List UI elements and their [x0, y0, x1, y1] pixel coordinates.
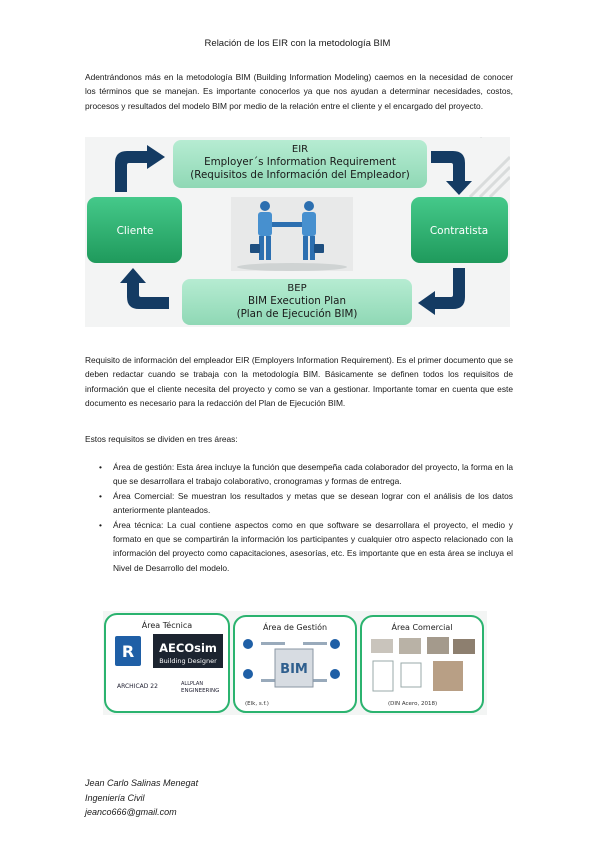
businessmen-handshake-image: [231, 197, 353, 271]
revit-logo-icon: [115, 636, 141, 666]
svg-text:Building Designer: Building Designer: [159, 657, 217, 665]
list-item: [93, 460, 513, 489]
bullet-icon: •: [99, 462, 102, 472]
panel-comercial-title: Área Comercial: [391, 623, 453, 632]
bullet-icon: •: [99, 519, 102, 530]
intro-paragraph: Adentrándonos más en la metodología BIM (Building Information Modeling) caemos en la necesidad de conocer los términos que se manejan. Es importante conocerlos ya que nos ayudan a determinar necesidades, costos, procesos y resultados del modelo BIM por medio de la relación entre el cliente y el encargado del proyecto.: [85, 72, 513, 111]
panel-gestion-source: (Elk, s.f.): [245, 701, 269, 707]
svg-text:AECOsim: AECOsim: [159, 641, 217, 655]
panel-tecnica-title: Área Técnica: [141, 621, 193, 630]
list-item: [93, 518, 513, 576]
bep-line1: BIM Execution Plan: [248, 295, 346, 307]
eir-line2: (Requisitos de Información del Empleador): [190, 169, 410, 181]
aecosim-logo: [153, 634, 223, 668]
areas-figure: [103, 611, 487, 715]
bep-line2: (Plan de Ejecución BIM): [236, 308, 358, 320]
areas-list: [93, 460, 513, 575]
bullet-icon: •: [99, 490, 102, 501]
eir-title: EIR: [291, 144, 309, 155]
eir-paragraph: Requisito de información del empleador EIR (Employers Information Requirement). Es el primer documento que se deben redactar cuando se trabaja con la metodología BIM. Básicamente se definen todos los requisitos de información que el cliente necesita del proyecto y como se van a gestionar. Importante tomar en cuenta que este documento es necesario para la redacción del Plan de Ejecución BIM.: [85, 355, 513, 409]
svg-text:ARCHICAD 22: ARCHICAD 22: [117, 683, 158, 690]
client-label: Cliente: [116, 225, 154, 237]
list-item: [93, 489, 513, 518]
svg-text:BIM: BIM: [280, 662, 308, 677]
svg-text:ALLPLAN: ALLPLAN: [181, 681, 204, 687]
areas-intro: Estos requisitos se dividen en tres áreas:: [85, 434, 238, 444]
author-email: jeanco666@gmail.com: [85, 807, 177, 817]
author-career: Ingeniería Civil: [85, 792, 145, 803]
author-name: Jean Carlo Salinas Menegat: [85, 778, 199, 788]
bep-title: BEP: [287, 283, 307, 294]
svg-text:ENGINEERING: ENGINEERING: [181, 688, 220, 694]
archicad-logo: [117, 683, 158, 690]
eir-bep-diagram: [85, 137, 510, 327]
svg-text:R: R: [121, 642, 135, 661]
list-item-text: Área de gestión: Esta área incluye la función que desempeña cada colaborador del proyecto, la forma en la que se desarrollara el trabajo colaborativo, cronogramas y formas de entrega.: [113, 462, 513, 487]
eir-line1: Employer´s Information Requirement: [204, 156, 396, 168]
panel-gestion-title: Área de Gestión: [262, 623, 328, 632]
panel-comercial-source: (DIN Acero, 2018): [388, 701, 438, 707]
author-footer: [85, 776, 198, 820]
contractor-label: Contratista: [429, 225, 489, 237]
page-title: Relación de los EIR con la metodología BIM: [204, 38, 391, 49]
list-item-text: Área técnica: La cual contiene aspectos como en que software se desarrollara el proyecto, el medio y formato en que se compartirán la información los participantes y cualquier otro aspecto relacionado con la información del proyecto como capacitaciones, asesorías, etc. Es importante que en esta área se incluya el Nivel de Desarrollo del modelo.: [113, 519, 513, 573]
list-item-text: Área Comercial: Se muestran los resultados y metas que se desean lograr con el análisis de los datos anteriormente planteados.: [113, 490, 513, 516]
